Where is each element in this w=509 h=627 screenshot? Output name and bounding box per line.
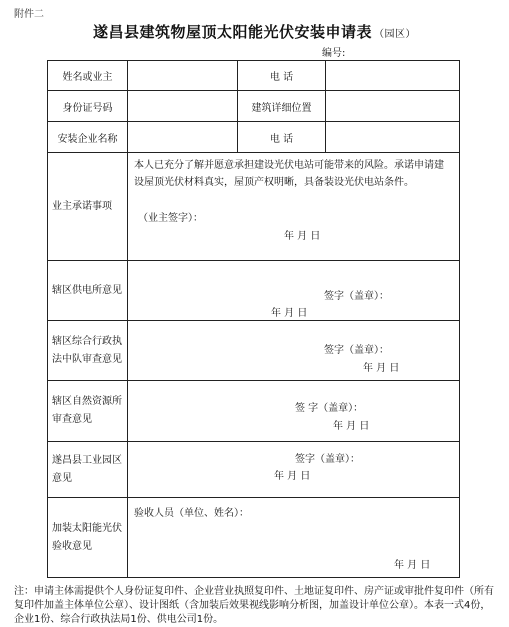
- serial-number-label: 编号:: [322, 48, 346, 59]
- installer-name-field[interactable]: [128, 122, 238, 153]
- phone-field-1[interactable]: [326, 61, 460, 91]
- law-enforcement-signature[interactable]: 签字（盖章）：: [324, 345, 389, 356]
- commitment-date: 年 月 日: [284, 231, 321, 242]
- installer-name-label: 安装企业名称: [48, 122, 128, 153]
- industrial-park-cell: [128, 442, 460, 498]
- owner-signature-label[interactable]: （业主签字）：: [138, 213, 203, 224]
- natural-resources-cell: [128, 381, 460, 442]
- id-number-field[interactable]: [128, 91, 238, 122]
- form-title-suffix: （园区）: [374, 29, 416, 40]
- natural-resources-date: 年 月 日: [333, 421, 370, 432]
- law-enforcement-date: 年 月 日: [363, 363, 400, 374]
- building-location-label: 建筑详细位置: [238, 91, 326, 122]
- natural-resources-signature[interactable]: 签 字（盖章）：: [295, 403, 364, 414]
- application-form-table: [47, 60, 460, 578]
- owner-name-label: 姓名或业主: [48, 61, 128, 91]
- row-commitment: [48, 153, 460, 261]
- phone-label-1: 电 话: [238, 61, 326, 91]
- phone-label-2: 电 话: [238, 122, 326, 153]
- phone-field-2[interactable]: [326, 122, 460, 153]
- natural-resources-label: 辖区自然资源所审查意见: [48, 381, 128, 442]
- owner-name-field[interactable]: [128, 61, 238, 91]
- acceptance-date: 年 月 日: [394, 560, 431, 571]
- power-supply-cell: [128, 261, 460, 321]
- row-installer: [48, 122, 460, 153]
- power-supply-label: 辖区供电所意见: [48, 261, 128, 321]
- acceptance-cell: [128, 498, 460, 578]
- form-title-text: 遂昌县建筑物屋顶太阳能光伏安装申请表: [92, 23, 372, 41]
- commitment-text: 本人已充分了解并愿意承担建设光伏电站可能带来的风险。承诺申请建设屋顶光伏材料真实，屋顶产权明晰，具备装设光伏电站条件。: [134, 160, 444, 188]
- row-natural-resources: [48, 381, 460, 442]
- row-power-supply: [48, 261, 460, 321]
- attachment-label: 附件二: [14, 9, 44, 20]
- form-title: [0, 21, 509, 42]
- industrial-park-date: 年 月 日: [274, 471, 311, 482]
- industrial-park-signature[interactable]: 签字（盖章）：: [295, 454, 360, 465]
- building-location-field[interactable]: [326, 91, 460, 122]
- row-owner: [48, 61, 460, 91]
- commitment-cell: [128, 153, 460, 261]
- row-industrial-park: [48, 442, 460, 498]
- acceptance-label: 加装太阳能光伏验收意见: [48, 498, 128, 578]
- row-law-enforcement: [48, 321, 460, 381]
- id-number-label: 身份证号码: [48, 91, 128, 122]
- industrial-park-label: 遂昌县工业园区意见: [48, 442, 128, 498]
- footnote: 注：申请主体需提供个人身份证复印件、企业营业执照复印件、土地证复印件、房产证或审批件复印件（所有复印件加盖主体单位公章）、设计图纸（含加装后效果视线影响分析图，加盖设计单位公章）。本表一式4份，企业1份、综合行政执法局1份、供电公司1份。: [14, 586, 494, 625]
- power-supply-signature[interactable]: 签字（盖章）：: [324, 291, 389, 302]
- law-enforcement-cell: [128, 321, 460, 381]
- power-supply-date: 年 月 日: [271, 308, 308, 319]
- row-id: [48, 91, 460, 122]
- row-acceptance: [48, 498, 460, 578]
- law-enforcement-label: 辖区综合行政执法中队审查意见: [48, 321, 128, 381]
- commitment-label: 业主承诺事项: [48, 153, 128, 261]
- acceptance-inspectors-label[interactable]: 验收人员（单位、姓名）：: [134, 508, 249, 519]
